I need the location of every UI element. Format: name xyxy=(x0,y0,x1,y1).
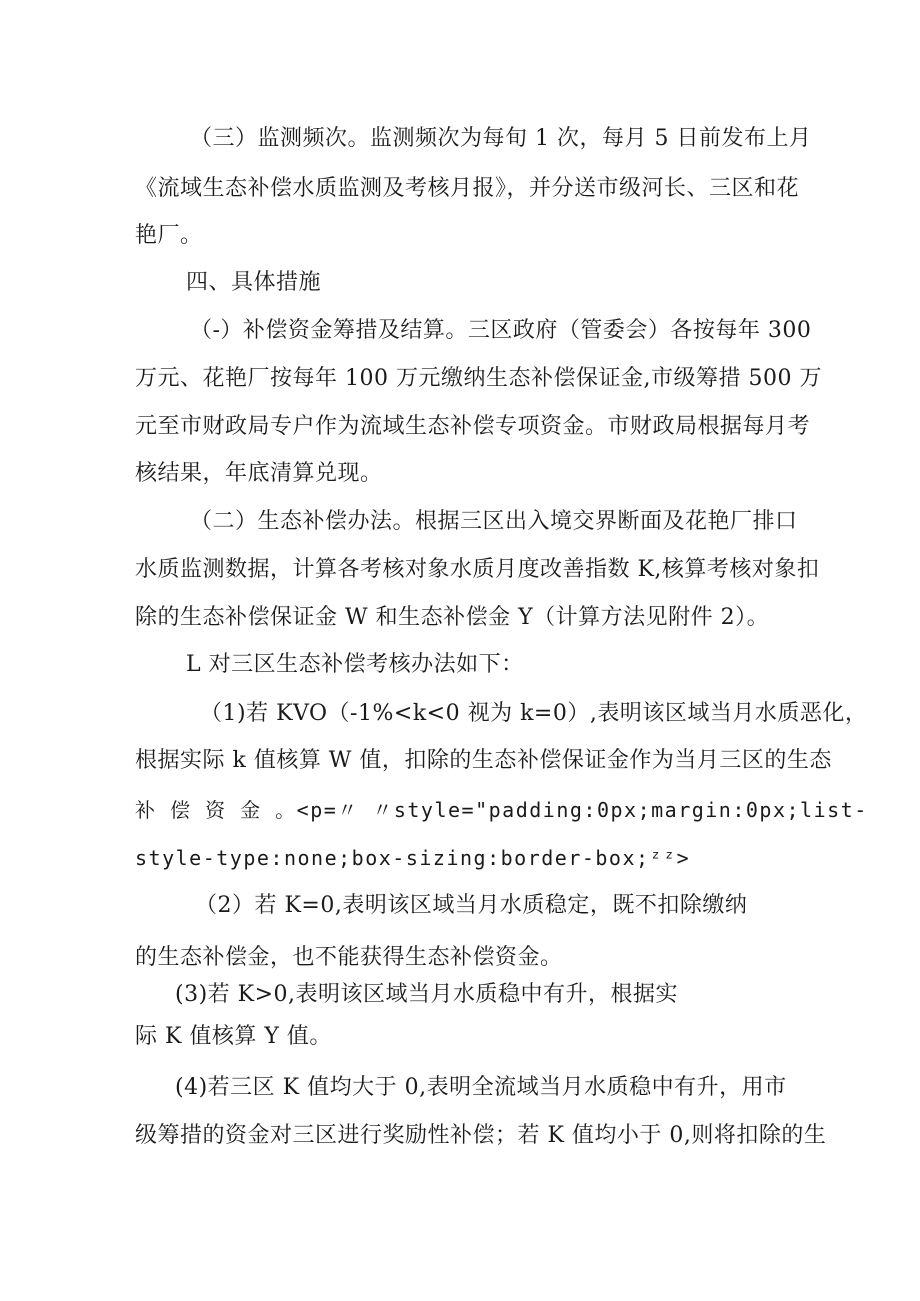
rule-3-line-1: (3)若 K>0,表明该区域当月水质稳中有升，根据实 xyxy=(175,982,679,1007)
rule-2-line-1: （2）若 K=0,表明该区域当月水质稳定，既不扣除缴纳 xyxy=(195,893,748,918)
rule-1-line-3: 补 偿 资 金 。<p=〃 〃style="padding:0px;margin:0px;list- xyxy=(135,798,868,822)
measure-2-line-3: 除的生态补偿保证金 W 和生态补偿金 Y（计算方法见附件 2）。 xyxy=(135,605,770,630)
rule-1-line-4: style-type:none;box-sizing:border-box;ᶻᶻ> xyxy=(135,846,691,870)
measure-2-line-2: 水质监测数据，计算各考核对象水质月度改善指数 K,核算考核对象扣 xyxy=(135,557,820,582)
measure-2-line-1: （二）生态补偿办法。根据三区出入境交界断面及花艳厂排口 xyxy=(190,509,798,534)
rule-1-line-1: （1)若 KVO（-1%<k<0 视为 k=0）,表明该区域当月水质恶化， xyxy=(200,701,868,726)
rule-3-line-2: 际 K 值核算 Y 值。 xyxy=(135,1024,332,1049)
rule-1-line-2: 根据实际 k 值核算 W 值，扣除的生态补偿保证金作为当月三区的生态 xyxy=(135,748,832,773)
assessment-heading: L 对三区生态补偿考核办法如下： xyxy=(186,652,524,677)
paragraph-3-line-1: （三）监测频次。监测频次为每旬 1 次，每月 5 日前发布上月 xyxy=(190,126,812,151)
section-heading-4: 四、具体措施 xyxy=(186,270,322,295)
paragraph-3-line-3: 艳厂。 xyxy=(135,223,203,248)
measure-1-line-3: 元至市财政局专户作为流域生态补偿专项资金。市财政局根据每月考 xyxy=(135,414,811,439)
rule-2-line-2: 的生态补偿金，也不能获得生态补偿资金。 xyxy=(135,945,563,970)
rule-4-line-1: (4)若三区 K 值均大于 0,表明全流域当月水质稳中有升，用市 xyxy=(175,1075,787,1100)
measure-1-line-1: （-）补偿资金筹措及结算。三区政府（管委会）各按每年 300 xyxy=(190,318,812,343)
measure-1-line-4: 核结果，年底清算兑现。 xyxy=(135,461,383,486)
paragraph-3-line-2: 《流域生态补偿水质监测及考核月报》，并分送市级河长、三区和花 xyxy=(135,176,800,201)
measure-1-line-2: 万元、花艳厂按每年 100 万元缴纳生态补偿保证金,市级筹措 500 万 xyxy=(135,366,822,391)
rule-4-line-2: 级筹措的资金对三区进行奖励性补偿；若 K 值均小于 0,则将扣除的生 xyxy=(135,1123,827,1148)
